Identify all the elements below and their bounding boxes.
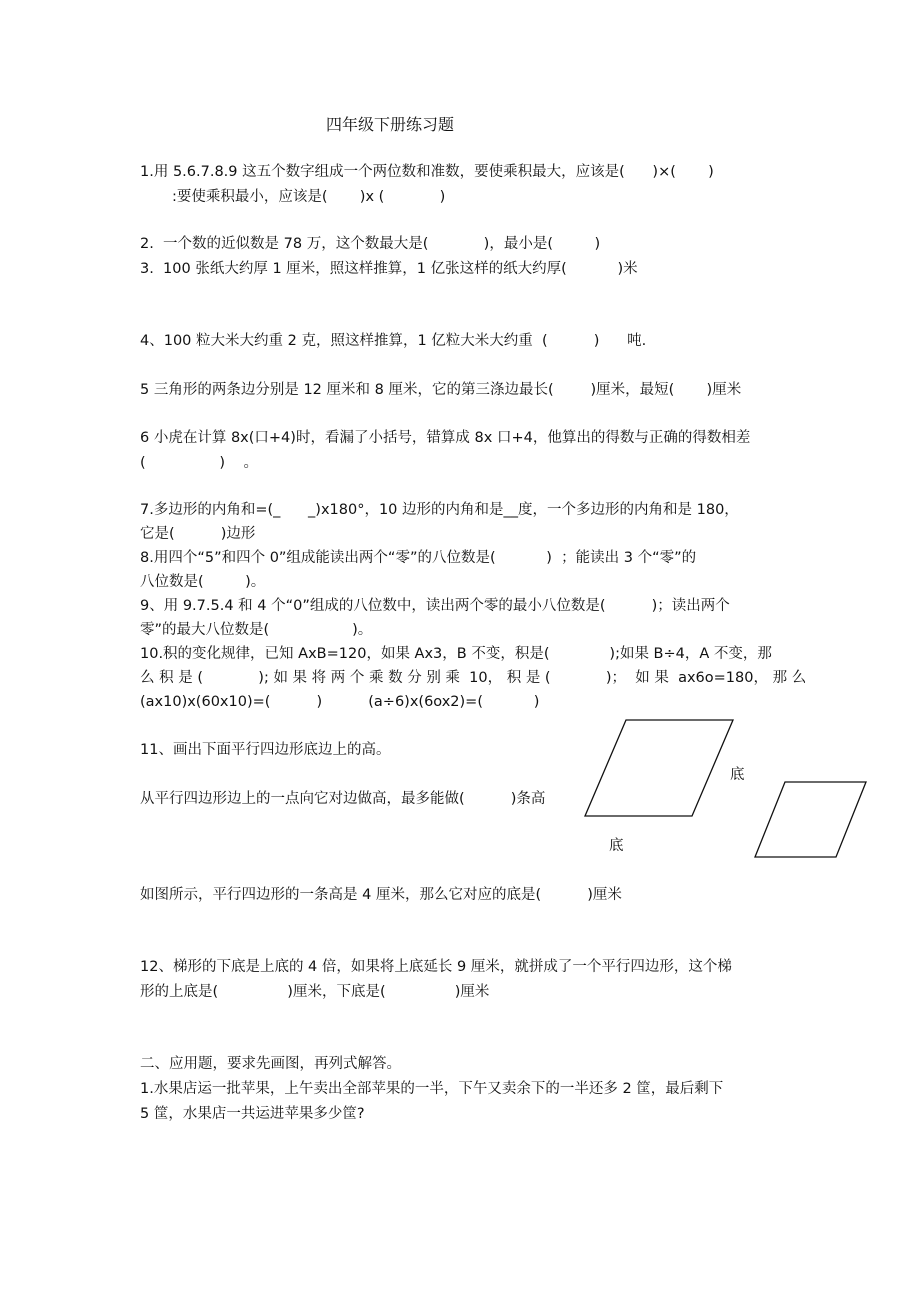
question-9-line-2: 零”的最大八位数是( )。 <box>140 622 373 638</box>
question-11-line-2: 从平行四边形边上的一点向它对边做高，最多能做( )条高 <box>140 791 546 807</box>
question-4: 4、100 粒大米大约重 2 克，照这样推算，1 亿粒大米大约重 ( ) 吨. <box>140 333 647 349</box>
problem-1-line-2: 5 筐，水果店一共运进苹果多少筐? <box>140 1106 365 1122</box>
question-12-line-2: 形的上底是( )厘米，下底是( )厘米 <box>140 984 490 1000</box>
base-label-right: 底 <box>730 767 745 783</box>
question-10-line-1: 10.积的变化规律，已知 AxB=120，如果 Ax3，B 不变，积是( );如果 B÷4，A 不变，那 <box>140 646 772 662</box>
question-10-line-3: (ax10)x(60x10)=( ) (a÷6)x(6ox2)=( ) <box>140 694 540 710</box>
question-2: 2. 一个数的近似数是 78 万，这个数最大是( )，最小是( ) <box>140 236 601 252</box>
small-parallelogram <box>755 782 866 857</box>
question-1-line-1: 1.用 5.6.7.8.9 这五个数字组成一个两位数和准数，要使乘积最大，应该是( )×( ) <box>140 164 714 180</box>
page-title: 四年级下册练习题 <box>326 115 455 134</box>
base-label-bottom: 底 <box>609 838 624 854</box>
question-12-line-1: 12、梯形的下底是上底的 4 倍，如果将上底延长 9 厘米，就拼成了一个平行四边形，这个梯 <box>140 959 732 975</box>
problem-1-line-1: 1.水果店运一批苹果，上午卖出全部苹果的一半，下午又卖余下的一半还多 2 筐，最后剩下 <box>140 1081 724 1097</box>
question-10-line-2: 么 积 是 ( ); 如 果 将 两 个 乘 数 分 别 乘 10， 积 是 ( )； 如 果 ax6o=180， 那 么 <box>140 670 807 686</box>
question-7-line-1: 7.多边形的内角和=(_ _)x180°，10 边形的内角和是__度，一个多边形的内角和是 180， <box>140 502 739 518</box>
question-3: 3. 100 张纸大约厚 1 厘米，照这样推算，1 亿张这样的纸大约厚( )米 <box>140 261 638 277</box>
question-6-line-1: 6 小虎在计算 8x(口+4)时，看漏了小括号，错算成 8x 口+4，他算出的得数与正确的得数相差 <box>140 430 751 446</box>
question-6-line-2: ( ) 。 <box>140 455 258 471</box>
question-9-line-1: 9、用 9.7.5.4 和 4 个“0”组成的八位数中，读出两个零的最小八位数是( )；读出两个 <box>140 598 730 614</box>
question-8-line-2: 八位数是( )。 <box>140 574 266 590</box>
large-parallelogram <box>585 720 733 816</box>
question-7-line-2: 它是( )边形 <box>140 526 256 542</box>
question-5: 5 三角形的两条边分别是 12 厘米和 8 厘米，它的第三涤边最长( )厘米，最短( )厘米 <box>140 382 742 398</box>
question-11-line-3: 如图所示，平行四边形的一条高是 4 厘米，那么它对应的底是( )厘米 <box>140 887 622 903</box>
question-8-line-1: 8.用四个“5”和四个 0”组成能读出两个“零”的八位数是( ) ；能读出 3 个“零”的 <box>140 550 697 566</box>
question-1-line-2: :要使乘积最小，应该是( )x ( ) <box>172 189 446 205</box>
question-11-line-1: 11、画出下面平行四边形底边上的高。 <box>140 742 391 758</box>
section-2-heading: 二、应用题，要求先画图，再列式解答。 <box>140 1056 401 1072</box>
